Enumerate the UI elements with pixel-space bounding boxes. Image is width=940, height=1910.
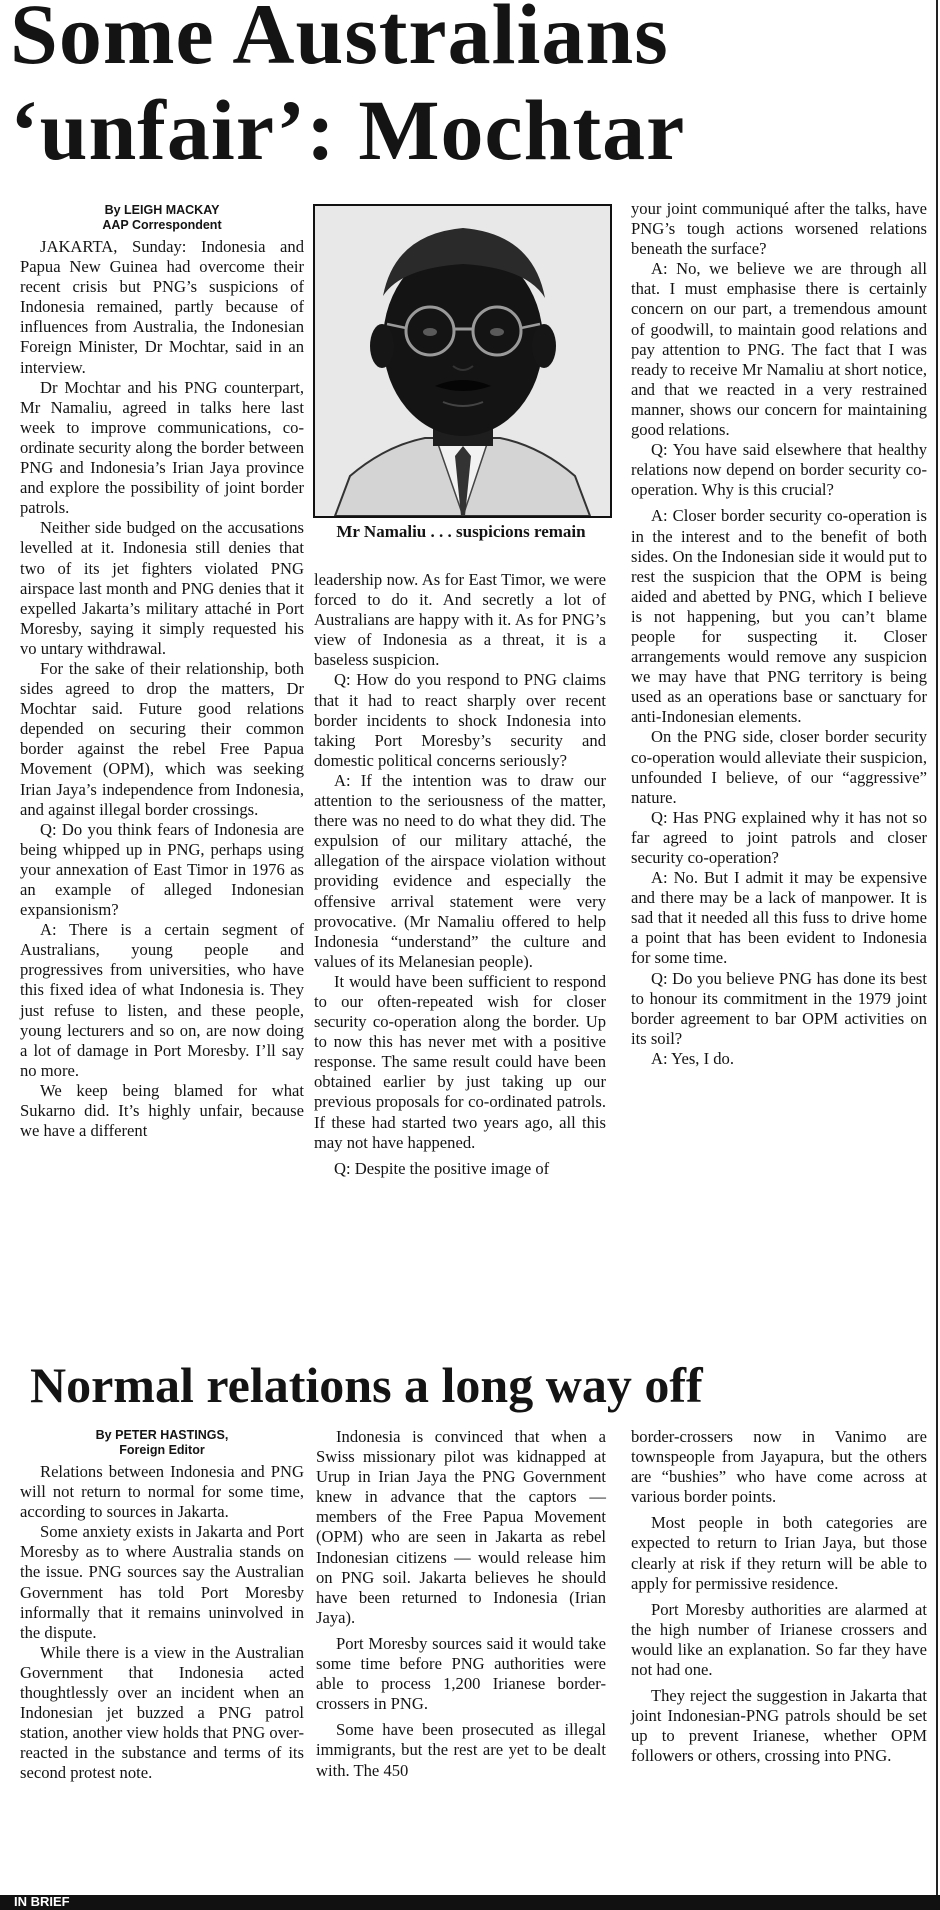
article2-paragraph: Indonesia is convinced that when a Swiss missionary pilot was kidnapped at Urup in Irian Jaya the PNG Government knew in advance that the captors — members of the Free Papua Movement (OPM) who are seen in Jakarta as rebel Indonesian citizens — would release him on PNG soil. Jakarta believes he should have been returned to Indonesia (Irian Jaya). [316,1427,606,1627]
article2-paragraph: They reject the suggestion in Jakarta that joint Indonesian-PNG patrols should be set up to prevent Irianese, whether OPM followers or others, crossing into PNG. [631,1686,927,1766]
article2-paragraph: Some anxiety exists in Jakarta and Port Moresby as to where Australia stands on the issue. PNG sources say the Australian Government has told Port Moresby informally that it remains uninvolved in the dispute. [20,1522,304,1642]
article2-column-3 [631,1427,927,1767]
in-brief-label: IN BRIEF [14,1894,70,1909]
photo-caption: Mr Namaliu . . . suspicions remain [336,522,586,541]
article2-paragraph: While there is a view in the Australian Government that Indonesia acted thoughtlessly over an incident when an Indonesian jet buzzed a PNG patrol station, another view holds that PNG over-reacted in the substance and terms of its second protest note. [20,1642,305,1783]
article1-paragraph: It would have been sufficient to respond to our often-repeated wish for closer security co-operation along the border. Up to now this has never met with a positive response. The same result could have been obtained earlier by just taking up our previous proposals for co-ordinated patrols. If these had started two years ago, all this may not have happened. [314,971,606,1152]
article2-paragraph: Most people in both categories are expected to return to Irian Jaya, but those clearly at risk if they return will be able to apply for permissive residence. [631,1513,927,1593]
article1-headline: Some Australians ‘unfair’: Mochtar [10,0,686,178]
article1-byline-org: AAP Correspondent [102,218,222,232]
article1-answer: A: Yes, I do. [651,1048,734,1068]
article2-paragraph: Relations between Indonesia and PNG will not return to normal for some time, according to sources in Jakarta. [20,1462,304,1522]
page-edge-rule [936,0,938,1910]
article2-paragraph: Port Moresby authorities are alarmed at the high number of Irianese crossers and would like an explanation. So far they have not had one. [631,1599,927,1680]
article1-question: Q: You have said elsewhere that healthy relations now depend on border security co-operation. Why is this crucial? [631,440,927,500]
article1-paragraph: On the PNG side, closer border security co-operation would alleviate their suspicion, unfounded I believe, of our “aggressive” nature. [631,727,927,807]
article1-answer: A: No, we believe we are through all that. I must emphasise there is certainly concern on our part, a tremendous amount of goodwill, to maintain good relations and pay attention to PNG. The fact that I was ready to receive Mr Namaliu at short notice, and that we reacted in a very restrained manner, shows our concern for maintaining good relations. [631,259,927,440]
namaliu-photo [313,204,612,518]
article2-column-2 [316,1427,606,1781]
portrait-image [315,206,610,516]
article2-byline-name: By PETER HASTINGS, [95,1428,229,1442]
article1-answer: A: Closer border security co-operation is in the interest and to the benefit of both sides. On the Indonesian side it would put to rest the suspicion that the OPM is being aided and abetted by PNG, which I believe is not happening, but you can’t blame people for suspecting it. Closer arrangements would remove any suspicion we may have that PNG territory is being used as an operations base or sanctuary for anti-Indonesian elements. [631,506,927,727]
article2-paragraph: Some have been prosecuted as illegal immigrants, but the rest are yet to be dealt with. The 450 [316,1720,606,1780]
article1-question: Q: Despite the positive image of [334,1158,550,1178]
article2-headline: Normal relations a long way off [30,1357,703,1413]
article1-paragraph: JAKARTA, Sunday: Indonesia and Papua New Guinea had overcome their recent crisis but PNG’s suspicions of Indonesia remained, partly because of influences from Australia, the Indonesian Foreign Minister, Dr Mochtar, said in an interview. [20,237,304,377]
article1-answer: A: There is a certain segment of Australians, young people and progressives from universities, who have this fixed idea of what Indonesia is. They just refuse to listen, and these people, young lecturers and so on, are now doing a lot of damage in Port Moresby. I’ll say no more. [20,920,304,1080]
article1-column-3 [631,199,927,1069]
article1-question: Q: Do you believe PNG has done its best to honour its commitment in the 1979 joint border agreement to bar OPM activities on its soil? [631,968,927,1048]
article1-question: Q: Has PNG explained why it has not so far agreed to joint patrols and closer security co-operation? [631,807,927,867]
article1-paragraph: For the sake of their relationship, both sides agreed to drop the matters, Dr Mochtar said. Future good relations depended on securing their common border against the rebel Free Papua Movement (OPM), which was seeking Irian Jaya’s independence from Indonesia, and against illegal border crossings. [20,658,304,819]
article1-answer: A: No. But I admit it may be expensive and there may be a lack of manpower. It is sad that it needed all this fuss to drive home a point that has been evident to Indonesia for some time. [631,868,927,968]
article1-question: your joint communiqué after the talks, have PNG’s tough actions worsened relations beneath the surface? [631,199,927,259]
article1-paragraph: We keep being blamed for what Sukarno did. It’s highly unfair, because we have a different [20,1080,304,1141]
article1-paragraph: leadership now. As for East Timor, we were forced to do it. And secretly a lot of Australians are happy with it. As for PNG’s view of Indonesia as a threat, it is a baseless suspicion. [314,570,606,670]
in-brief-banner [0,1895,940,1910]
article1-paragraph: Neither side budged on the accusations levelled at it. Indonesia still denies that two of its jet fighters violated PNG airspace last month and PNG denies that it expelled Jakarta’s military attaché in Port Moresby, saying it simply requested his vo untary withdrawal. [20,518,304,658]
article2-column-1 [20,1428,304,1784]
article1-byline-name: By LEIGH MACKAY [104,203,220,217]
article2-paragraph: border-crossers now in Vanimo are townspeople from Jayapura, but the others are “bushies” who have come across at various border points. [631,1427,927,1507]
article1-column-2 [314,570,606,1179]
article1-question: Q: Do you think fears of Indonesia are being whipped up in PNG, perhaps using your annexation of East Timor in 1976 as an example of alleged Indonesian expansionism? [20,819,304,920]
article2-paragraph: Port Moresby sources said it would take some time before PNG authorities were able to process 1,200 Irianese border-crossers in PNG. [316,1633,606,1714]
article1-answer: A: If the intention was to draw our attention to the seriousness of the matter, there was no need to do what they did. The expulsion of our military attaché, the allegation of the airspace violation without providing evidence and especially the offensive arrival statement were very provocative. (Mr Namaliu offered to help Indonesia “understand” the culture and values of its Melanesian people). [314,770,606,971]
article1-column-1 [20,203,304,1141]
article1-paragraph: Dr Mochtar and his PNG counterpart, Mr Namaliu, agreed in talks here last week to improve communications, co-ordinate security along the border between PNG and Indonesia’s Irian Jaya province and explore the possibility of joint border patrols. [20,377,304,518]
article2-byline-org: Foreign Editor [119,1443,205,1457]
article1-question: Q: How do you respond to PNG claims that it had to react sharply over recent border incidents to shock Indonesia into taking Port Moresby’s security and domestic political concerns seriously? [314,670,606,770]
